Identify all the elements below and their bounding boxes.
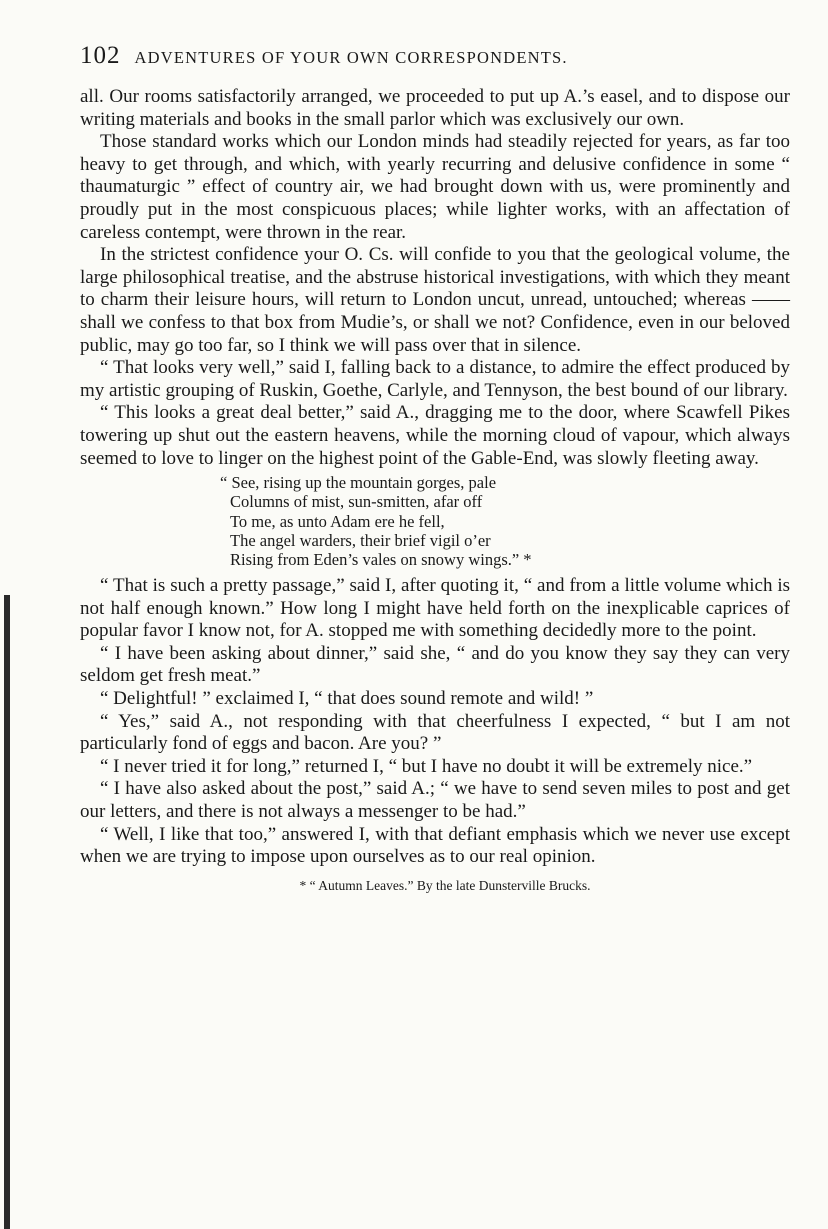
running-title: ADVENTURES OF YOUR OWN CORRESPONDENTS. (134, 48, 568, 67)
verse-line: Columns of mist, sun-smitten, afar off (230, 492, 483, 512)
paragraph: “ I have been asking about dinner,” said she, “ and do you know they say they can very seldom get fresh meat.” (80, 642, 790, 687)
paragraph: “ Delightful! ” exclaimed I, “ that does sound remote and wild! ” (100, 688, 594, 710)
verse-line: To me, as unto Adam ere he fell, (230, 511, 445, 531)
paragraph: In the strictest confidence your O. Cs. will confide to you that the geological volume, the large philosophical treatise, and the abstruse historical investigations, with which they meant to charm their leisure hours, will return to London uncut, unread, untouched; whereas —— shall we confess to that box from Mudie’s, or shall we not? Confidence, even in our beloved public, may go too far, so I think we will pass over that in silence. (80, 244, 790, 356)
verse-line: Rising from Eden’s vales on snowy wings.” * (230, 549, 532, 569)
page-number: 102 (80, 42, 121, 69)
verse-quotation (220, 473, 790, 569)
running-head (80, 42, 790, 80)
paragraph: “ I never tried it for long,” returned I, “ but I have no doubt it will be extremely nice.” (100, 755, 753, 777)
verse-line: “ See, rising up the mountain gorges, pale (220, 473, 497, 493)
footnote: * “ Autumn Leaves.” By the late Dunsterville Brucks. (299, 877, 591, 893)
paragraph: “ Well, I like that too,” answered I, with that defiant emphasis which we never use except when we are trying to impose upon ourselves as to our real opinion. (80, 823, 790, 868)
paragraph: “ That is such a pretty passage,” said I, after quoting it, “ and from a little volume which is not half enough known.” How long I might have held forth on the inexplicable caprices of popular favor I know not, for A. stopped me with something decidedly more to the point. (80, 575, 790, 642)
paragraph: “ That looks very well,” said I, falling back to a distance, to admire the effect produced by my artistic grouping of Ruskin, Goethe, Carlyle, and Tennyson, the best bound of our library. (80, 357, 790, 401)
paragraph: “ I have also asked about the post,” said A.; “ we have to send seven miles to post and get our letters, and there is not always a messenger to be had.” (80, 778, 790, 823)
body-text (80, 86, 790, 869)
scan-edge-shadow (4, 595, 10, 1229)
book-page (80, 42, 790, 894)
paragraph: all. Our rooms satisfactorily arranged, we proceeded to put up A.’s easel, and to dispose our writing materials and books in the small parlor which was exclusively our own. (80, 86, 790, 130)
paragraph: “ Yes,” said A., not responding with that cheerfulness I expected, “ but I am not particularly fond of eggs and bacon. Are you? ” (80, 710, 790, 755)
paragraph: “ This looks a great deal better,” said A., dragging me to the door, where Scawfell Pikes towering up shut out the eastern heavens, while the morning cloud of vapour, which always seemed to love to linger on the highest point of the Gable-End, was slowly fleeting away. (80, 402, 790, 469)
paragraph: Those standard works which our London minds had steadily rejected for years, as far too heavy to get through, and which, with yearly recurring and delusive confidence in some “ thaumaturgic ” effect of country air, we had brought down with us, were prominently and proudly put in the most conspicuous places; while lighter works, with an affectation of careless contempt, were thrown in the rear. (80, 131, 790, 243)
verse-line: The angel warders, their brief vigil o’er (230, 530, 491, 550)
